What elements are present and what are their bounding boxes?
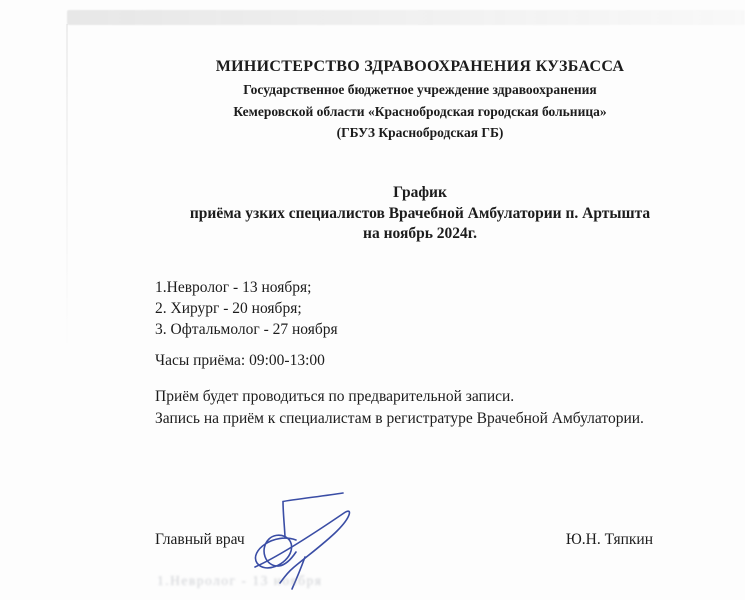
- schedule-item-neurologist: 1.Невролог - 13 ноября;: [155, 279, 312, 296]
- ministry-name: МИНИСТЕРСТВО ЗДРАВООХРАНЕНИЯ КУЗБАССА: [215, 58, 625, 75]
- title-line-3: на ноябрь 2024г.: [363, 225, 477, 242]
- schedule-item-surgeon: 2. Хирург - 20 ноября;: [155, 300, 302, 317]
- note-line-1: Приём будет проводиться по предварительной записи.: [155, 388, 515, 405]
- institution-type: Государственное бюджетное учреждение здравоохранения: [243, 82, 597, 97]
- schedule-item-ophthalmologist: 3. Офтальмолог - 27 ноября: [155, 321, 338, 338]
- institution-name: Кемеровской области «Краснобродская городская больница»: [233, 103, 607, 119]
- title-line-2: приёма узких специалистов Врачебной Амбулатории п. Артышта: [189, 204, 651, 222]
- title-line-1: График: [393, 184, 447, 201]
- signature-row: [155, 529, 653, 550]
- signer-role: Главный врач: [155, 531, 245, 548]
- note-line-2: Запись на приём к специалистам в регистратуре Врачебной Амбулатории.: [155, 409, 644, 427]
- document-title: [155, 183, 685, 245]
- letterhead: [155, 55, 685, 144]
- specialist-schedule-list: [155, 277, 685, 340]
- appointment-notes: [155, 386, 695, 429]
- page-edge-shadow: [66, 24, 68, 354]
- bleed-through-text: 1.Невролог - 13 ноября: [157, 573, 323, 588]
- signer-name: Ю.Н. Тяпкин: [565, 531, 653, 548]
- scan-artifact-strip: [67, 10, 745, 25]
- reception-hours: Часы приёма: 09:00-13:00: [155, 352, 325, 369]
- institution-abbreviation: (ГБУЗ Краснобродская ГБ): [336, 125, 504, 140]
